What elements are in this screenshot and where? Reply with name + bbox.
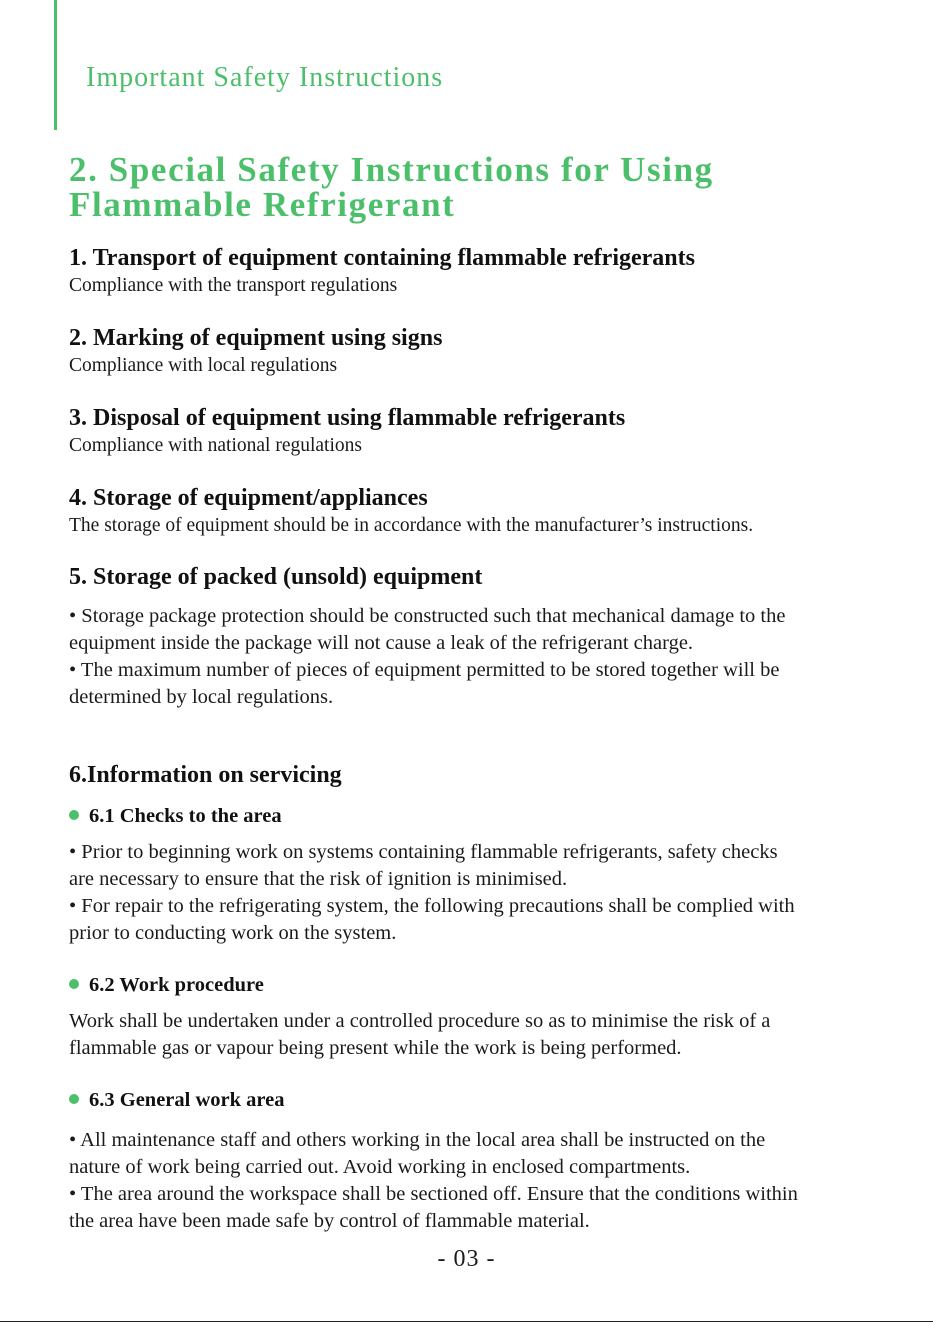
text-line: • For repair to the refrigerating system, the following precautions shall be complied with (69, 895, 795, 917)
bullet-dot-icon (69, 1094, 79, 1104)
page-number: - 03 - (437, 1246, 496, 1272)
text-line: flammable gas or vapour being present while the work is being performed. (69, 1037, 682, 1059)
section-heading: 3. Disposal of equipment using flammable refrigerants (69, 405, 626, 431)
section-heading: 4. Storage of equipment/appliances (69, 485, 428, 511)
section-transport (69, 244, 869, 299)
text-line: • Prior to beginning work on systems containing flammable refrigerants, safety checks (69, 841, 778, 863)
section-body: The storage of equipment should be in accordance with the manufacturer’s instructions. (69, 515, 754, 536)
text-line: equipment inside the package will not cause a leak of the refrigerant charge. (69, 632, 694, 654)
text-line: • The maximum number of pieces of equipment permitted to be stored together will be (69, 659, 780, 681)
subsection-title-checks (69, 804, 282, 828)
section-servicing (69, 761, 869, 789)
subsection-title-text: 6.2 Work procedure (89, 974, 264, 996)
subsection-title-work-area (69, 1088, 284, 1112)
section-heading: 6.Information on servicing (69, 762, 342, 788)
section-marking (69, 324, 869, 379)
header-accent-bar (54, 0, 57, 130)
section-heading: 2. Marking of equipment using signs (69, 325, 443, 351)
subsection-checks-text (69, 839, 869, 947)
section-body: Compliance with local regulations (69, 355, 338, 376)
text-line: nature of work being carried out. Avoid working in enclosed compartments. (69, 1156, 691, 1178)
text-line: prior to conducting work on the system. (69, 922, 397, 944)
bullet-dot-icon (69, 810, 79, 820)
section-storage-packed-text (69, 603, 869, 711)
page-header-title: Important Safety Instructions (86, 62, 444, 93)
section-disposal (69, 404, 869, 459)
subsection-title-procedure (69, 973, 264, 997)
main-title-line-1: 2. Special Safety Instructions for Using (69, 150, 714, 189)
text-line: are necessary to ensure that the risk of ignition is minimised. (69, 868, 568, 890)
section-main-title (69, 152, 869, 222)
subsection-procedure-text (69, 1008, 869, 1062)
section-heading: 5. Storage of packed (unsold) equipment (69, 564, 483, 590)
text-line: • The area around the workspace shall be sectioned off. Ensure that the conditions within (69, 1183, 798, 1205)
section-storage-packed (69, 563, 869, 591)
section-storage-equipment (69, 484, 869, 539)
bullet-dot-icon (69, 979, 79, 989)
main-title-line-2: Flammable Refrigerant (69, 185, 456, 224)
text-line: • All maintenance staff and others working in the local area shall be instructed on the (69, 1129, 766, 1151)
subsection-title-text: 6.1 Checks to the area (89, 805, 282, 827)
text-line: determined by local regulations. (69, 686, 334, 708)
text-line: Work shall be undertaken under a controlled procedure so as to minimise the risk of a (69, 1010, 771, 1032)
section-body: Compliance with the transport regulations (69, 275, 398, 296)
section-heading: 1. Transport of equipment containing flammable refrigerants (69, 245, 695, 271)
subsection-title-text: 6.3 General work area (89, 1089, 285, 1111)
page-bottom-rule (0, 1321, 933, 1322)
section-body: Compliance with national regulations (69, 435, 362, 456)
text-line: the area have been made safe by control of flammable material. (69, 1210, 590, 1232)
text-line: • Storage package protection should be constructed such that mechanical damage to the (69, 605, 786, 627)
subsection-work-area-text (69, 1127, 869, 1235)
